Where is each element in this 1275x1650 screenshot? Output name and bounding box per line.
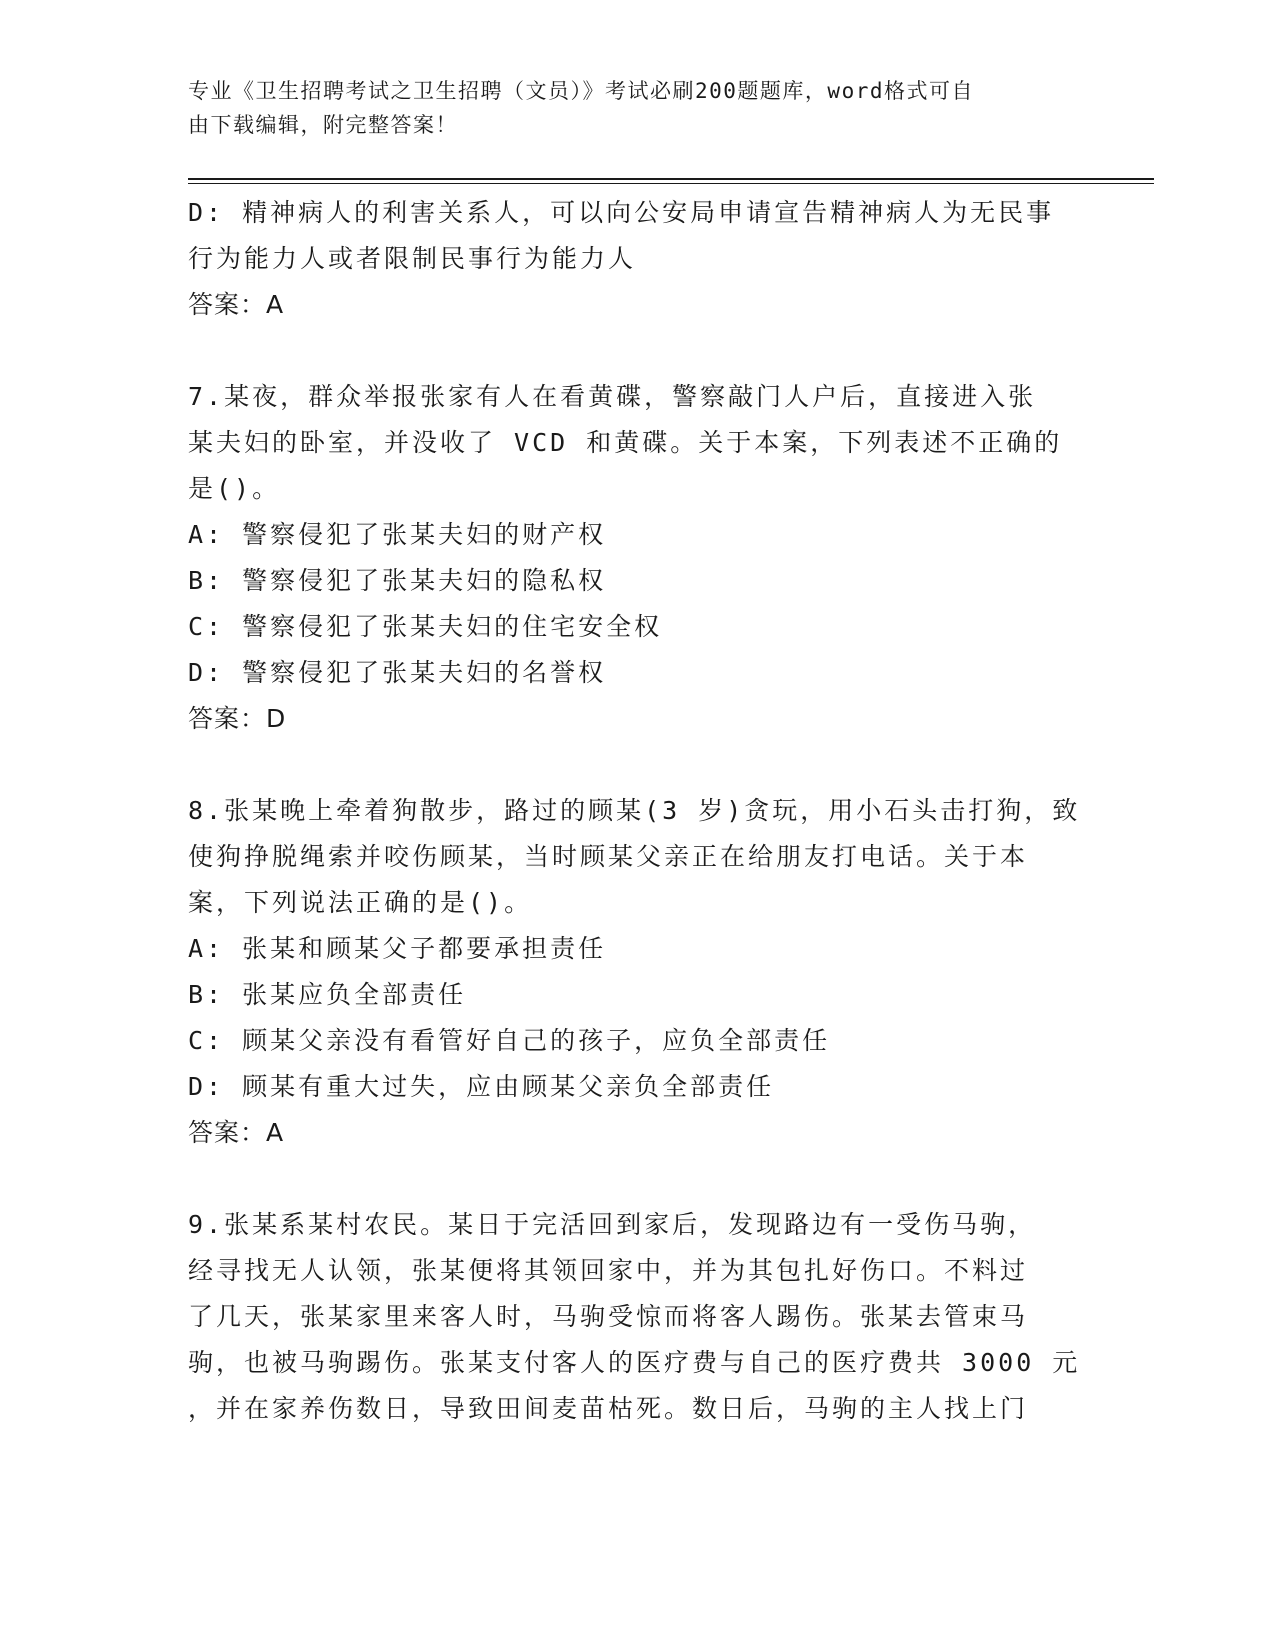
answer-label: 答案：A xyxy=(188,1118,285,1147)
question-7 xyxy=(188,374,1088,742)
option-b: B: 张某应负全部责任 xyxy=(188,980,467,1009)
question-stem-line: ，并在家养伤数日，导致田间麦苗枯死。数日后，马驹的主人找上门 xyxy=(188,1394,1029,1423)
question-stem-line: 9.张某系某村农民。某日于完活回到家后，发现路边有一受伤马驹， xyxy=(188,1210,1037,1239)
option-d-line-2: 行为能力人或者限制民事行为能力人 xyxy=(188,244,637,273)
spacer xyxy=(188,742,1088,788)
option-a: A: 警察侵犯了张某夫妇的财产权 xyxy=(188,520,607,549)
question-stem-line: 经寻找无人认领，张某便将其领回家中，并为其包扎好伤口。不料过 xyxy=(188,1256,1029,1285)
option-a: A: 张某和顾某父子都要承担责任 xyxy=(188,934,607,963)
header-divider-thick xyxy=(188,178,1154,180)
question-8 xyxy=(188,788,1088,1156)
question-stem-line: 案，下列说法正确的是()。 xyxy=(188,888,533,917)
question-stem-line: 某夫妇的卧室，并没收了 VCD 和黄碟。关于本案，下列表述不正确的 xyxy=(188,428,1063,457)
option-c: C: 顾某父亲没有看管好自己的孩子，应负全部责任 xyxy=(188,1026,831,1055)
document-body xyxy=(188,190,1088,1432)
question-stem-line: 使狗挣脱绳索并咬伤顾某，当时顾某父亲正在给朋友打电话。关于本 xyxy=(188,842,1029,871)
spacer xyxy=(188,1156,1088,1202)
question-stem-line: 7.某夜，群众举报张家有人在看黄碟，警察敲门人户后，直接进入张 xyxy=(188,382,1037,411)
answer-label: 答案：A xyxy=(188,290,285,319)
option-d: D: 警察侵犯了张某夫妇的名誉权 xyxy=(188,658,607,687)
header-line-1: 专业《卫生招聘考试之卫生招聘（文员）》考试必刷200题题库，word格式可自 xyxy=(188,79,974,103)
question-stem-line: 8.张某晚上牵着狗散步，路过的顾某(3 岁)贪玩，用小石头击打狗，致 xyxy=(188,796,1081,825)
question-9 xyxy=(188,1202,1088,1432)
question-stem-line: 是()。 xyxy=(188,474,281,503)
answer-label: 答案：D xyxy=(188,704,287,733)
question-stem-line: 了几天，张某家里来客人时，马驹受惊而将客人踢伤。张某去管束马 xyxy=(188,1302,1029,1331)
option-d-line-1: D: 精神病人的利害关系人，可以向公安局申请宣告精神病人为无民事 xyxy=(188,198,1055,227)
question-6-tail xyxy=(188,190,1088,328)
option-c: C: 警察侵犯了张某夫妇的住宅安全权 xyxy=(188,612,663,641)
header-line-2: 由下载编辑，附完整答案！ xyxy=(188,113,458,137)
spacer xyxy=(188,328,1088,374)
header-divider-thin xyxy=(188,183,1154,184)
document-header xyxy=(188,74,1088,142)
option-d: D: 顾某有重大过失，应由顾某父亲负全部责任 xyxy=(188,1072,775,1101)
option-b: B: 警察侵犯了张某夫妇的隐私权 xyxy=(188,566,607,595)
question-stem-line: 驹，也被马驹踢伤。张某支付客人的医疗费与自己的医疗费共 3000 元 xyxy=(188,1348,1081,1377)
